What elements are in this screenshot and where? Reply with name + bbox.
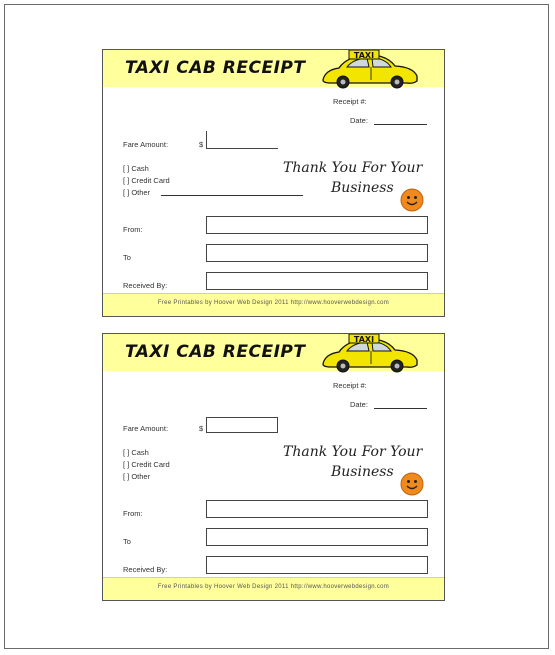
fare-amount-label: Fare Amount: (123, 424, 169, 433)
other-payment-field[interactable] (161, 195, 303, 196)
footer-credit: Free Printables by Hoover Web Design 2011 http://www.hooverwebdesign.com (157, 584, 390, 590)
payment-option-credit-card[interactable]: [ ] Credit Card (123, 176, 170, 185)
receipt-title: TAXI CAB RECEIPT (125, 342, 306, 362)
thank-you-line-1: Thank You For Your (283, 160, 423, 176)
footer-credit: Free Printables by Hoover Web Design 2011 http://www.hooverwebdesign.com (157, 300, 390, 306)
payment-option-cash[interactable]: [ ] Cash (123, 448, 149, 457)
from-field[interactable] (206, 500, 428, 518)
receipt-title: TAXI CAB RECEIPT (125, 58, 306, 78)
from-label: From: (123, 225, 143, 234)
taxi-car-icon (317, 50, 421, 90)
taxi-car-icon (317, 334, 421, 374)
payment-option-other[interactable]: [ ] Other (123, 188, 151, 197)
fare-amount-label: Fare Amount: (123, 140, 169, 149)
thank-you-line-2: Business (331, 180, 394, 196)
date-label: Date: (350, 400, 368, 409)
payment-option-other[interactable]: [ ] Other (123, 472, 151, 481)
currency-symbol: $ (199, 424, 204, 433)
receipt-header (103, 334, 444, 371)
payment-option-cash[interactable]: [ ] Cash (123, 164, 149, 173)
fare-amount-field[interactable] (206, 417, 278, 433)
received-by-label: Received By: (123, 281, 168, 290)
date-field[interactable] (374, 408, 427, 409)
received-by-label: Received By: (123, 565, 168, 574)
receipt-footer (103, 577, 444, 600)
payment-option-credit-card[interactable]: [ ] Credit Card (123, 460, 170, 469)
taxi-sign-text: TAXI (353, 51, 375, 60)
to-field[interactable] (206, 528, 428, 546)
receipt-number-label: Receipt #: (333, 97, 367, 106)
receipt-form-1 (102, 49, 445, 317)
from-field[interactable] (206, 216, 428, 234)
smiley-face-icon (400, 472, 424, 496)
currency-symbol: $ (199, 140, 204, 149)
to-label: To (123, 253, 131, 262)
receipt-header (103, 50, 444, 87)
receipt-footer (103, 293, 444, 316)
smiley-face-icon (400, 188, 424, 212)
thank-you-line-2: Business (331, 464, 394, 480)
date-field[interactable] (374, 124, 427, 125)
to-label: To (123, 537, 131, 546)
receipt-form-2 (102, 333, 445, 601)
thank-you-line-1: Thank You For Your (283, 444, 423, 460)
taxi-sign-text: TAXI (353, 335, 375, 344)
from-label: From: (123, 509, 143, 518)
fare-amount-field[interactable] (206, 131, 278, 149)
to-field[interactable] (206, 244, 428, 262)
date-label: Date: (350, 116, 368, 125)
received-by-field[interactable] (206, 272, 428, 290)
receipt-number-label: Receipt #: (333, 381, 367, 390)
received-by-field[interactable] (206, 556, 428, 574)
